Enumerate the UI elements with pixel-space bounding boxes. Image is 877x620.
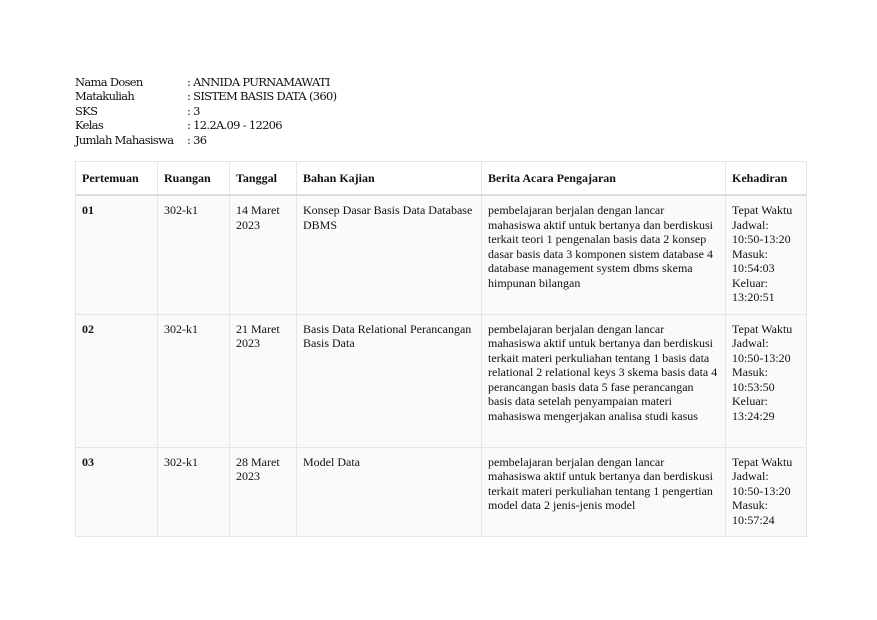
- info-row-sks: [75, 104, 336, 118]
- cell-pertemuan: 02: [76, 314, 158, 447]
- kehadiran-jadwal: 10:50-13:20: [732, 232, 791, 246]
- cell-ruangan: 302-k1: [158, 195, 230, 314]
- kehadiran-keluar-label: Keluar:: [732, 394, 768, 408]
- info-row-matakuliah: [75, 89, 336, 103]
- kehadiran-status: Tepat Waktu: [732, 203, 793, 217]
- info-value: : 3: [187, 104, 200, 118]
- kehadiran-masuk-label: Masuk:: [732, 498, 768, 512]
- header-tanggal: Tanggal: [230, 162, 297, 196]
- cell-tanggal: 21 Maret 2023: [230, 314, 297, 447]
- info-label: Jumlah Mahasiswa: [75, 132, 174, 147]
- kehadiran-status: Tepat Waktu: [732, 321, 793, 336]
- header-kehadiran: Kehadiran: [726, 162, 807, 196]
- table-header: [76, 162, 807, 196]
- table-row: [76, 195, 807, 314]
- info-value: : ANNIDA PURNAMAWATI: [187, 75, 330, 89]
- info-label: Matakuliah: [75, 89, 135, 104]
- info-row-kelas: [75, 118, 336, 132]
- course-info-block: [75, 75, 336, 147]
- cell-ruangan: 302-k1: [158, 447, 230, 537]
- header-berita-acara: Berita Acara Pengajaran: [482, 162, 726, 196]
- info-label: SKS: [75, 103, 98, 118]
- cell-kehadiran: [726, 447, 807, 537]
- info-label: Nama Dosen: [75, 75, 143, 89]
- kehadiran-status: Tepat Waktu: [732, 454, 793, 469]
- kehadiran-jadwal: 10:50-13:20: [732, 350, 791, 365]
- cell-tanggal: 28 Maret 2023: [230, 447, 297, 537]
- kehadiran-masuk: 10:57:24: [732, 512, 775, 527]
- cell-berita-acara: pembelajaran berjalan dengan lancar mahasiswa aktif untuk bertanya dan berdiskusi terkait materi perkuliahan tentang 1 pengertian model data 2 jenis-jenis model: [482, 447, 726, 537]
- kehadiran-jadwal-label: Jadwal:: [732, 336, 769, 350]
- kehadiran-jadwal: 10:50-13:20: [732, 483, 791, 498]
- info-value: : 36: [187, 133, 206, 147]
- kehadiran-jadwal-label: Jadwal:: [732, 217, 769, 232]
- kehadiran-masuk: 10:53:50: [732, 379, 775, 394]
- cell-pertemuan: 03: [76, 447, 158, 537]
- header-bahan-kajian: Bahan Kajian: [297, 162, 482, 196]
- info-label: Kelas: [75, 118, 104, 133]
- cell-kehadiran: [726, 195, 807, 314]
- table-row: [76, 314, 807, 447]
- cell-bahan-kajian: Basis Data Relational Perancangan Basis Data: [297, 314, 482, 447]
- info-row-nama-dosen: [75, 75, 336, 89]
- cell-pertemuan: 01: [76, 195, 158, 314]
- table-row: [76, 447, 807, 537]
- cell-ruangan: 302-k1: [158, 314, 230, 447]
- info-row-jumlah-mahasiswa: [75, 133, 336, 147]
- info-value: : SISTEM BASIS DATA (360): [187, 89, 336, 103]
- cell-bahan-kajian: Model Data: [297, 447, 482, 537]
- berita-acara-table: [75, 161, 807, 537]
- kehadiran-masuk-label: Masuk:: [732, 246, 768, 261]
- header-ruangan: Ruangan: [158, 162, 230, 196]
- kehadiran-masuk-label: Masuk:: [732, 365, 768, 379]
- kehadiran-keluar: 13:24:29: [732, 408, 775, 423]
- cell-tanggal: 14 Maret 2023: [230, 195, 297, 314]
- info-value: : 12.2A.09 - 12206: [187, 118, 282, 132]
- header-pertemuan: Pertemuan: [76, 162, 158, 196]
- cell-kehadiran: [726, 314, 807, 447]
- kehadiran-keluar: 13:20:51: [732, 290, 775, 304]
- cell-bahan-kajian: Konsep Dasar Basis Data Database DBMS: [297, 195, 482, 314]
- cell-berita-acara: pembelajaran berjalan dengan lancar mahasiswa aktif untuk bertanya dan berdiskusi terkait teori 1 pengenalan basis data 2 konsep dasar basis data 3 komponen sistem database 4 database management system dbms skema himpunan bilangan: [482, 195, 726, 314]
- kehadiran-masuk: 10:54:03: [732, 261, 775, 275]
- cell-berita-acara: pembelajaran berjalan dengan lancar mahasiswa aktif untuk bertanya dan berdiskusi terkait materi perkuliahan tentang 1 basis data relational 2 relational keys 3 skema basis data 4 perancangan basis data 5 fase perancangan basis data setelah penyampaian materi mahasiswa mengerjakan analisa studi kasus: [482, 314, 726, 447]
- table-header-row: [76, 162, 807, 196]
- kehadiran-jadwal-label: Jadwal:: [732, 469, 769, 483]
- kehadiran-keluar-label: Keluar:: [732, 275, 768, 290]
